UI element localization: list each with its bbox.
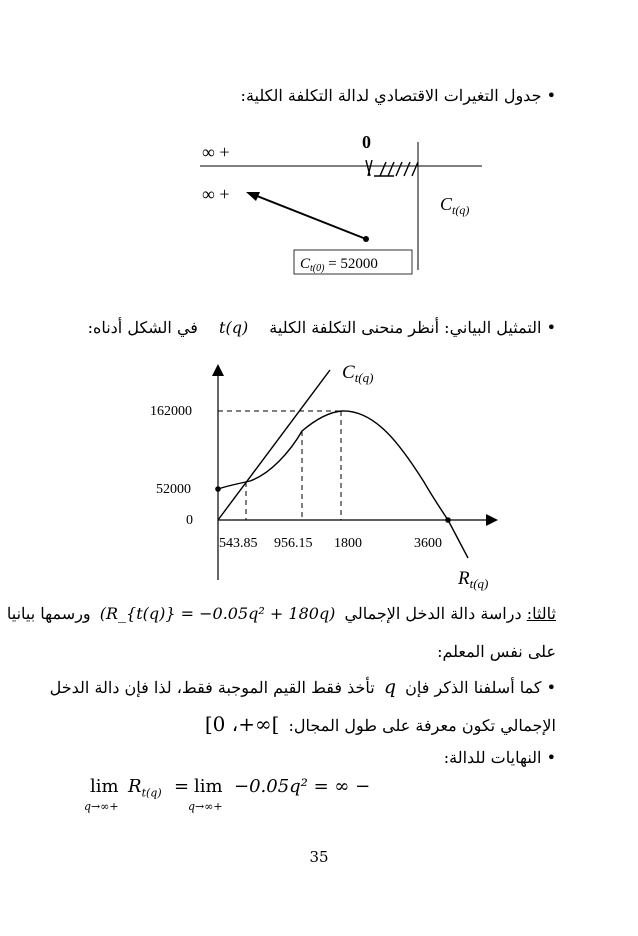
bullet: •: [546, 86, 556, 105]
section3-line1: [7, 604, 556, 623]
bullet: •: [546, 318, 556, 337]
section5-heading-line: [444, 748, 556, 767]
revenue-tail: [448, 520, 468, 558]
initial-value: $C_{t(0)} = 52000$: [300, 256, 378, 274]
bullet: •: [546, 678, 556, 697]
point-52000: [215, 486, 221, 492]
revenue-curve: [218, 411, 448, 520]
point-3600: [445, 517, 451, 523]
table-y-plus-inf: ∞ +: [202, 184, 230, 204]
arrow-head: [246, 192, 260, 201]
revenue-label: $R_{t(q)}$: [458, 568, 489, 591]
variation-table: [190, 128, 500, 278]
section4-line1: [50, 676, 556, 698]
y-tick-0: 0: [186, 513, 193, 528]
x-tick-1800: 1800: [334, 536, 362, 551]
section4-line2: [205, 712, 556, 736]
x-tick-543: 543.85: [219, 536, 258, 551]
lim-equals: =: [174, 776, 190, 797]
var-q: q: [383, 676, 396, 698]
table-row-label: $C_{t(q)}$: [440, 194, 470, 217]
cost-revenue-chart: [130, 352, 510, 592]
section3-line2-text: على نفس المعلم:: [437, 642, 556, 661]
x-tick-956: 956.15: [274, 536, 313, 551]
table-hatch: [366, 160, 418, 176]
domain-interval: [0 ،+∞[: [204, 712, 280, 736]
bullet: •: [546, 748, 556, 767]
y-tick-162000: 162000: [150, 404, 192, 419]
section3-text-end: ورسمها بيانيا: [6, 604, 91, 623]
section1-heading-line: [241, 86, 556, 105]
limit-formula: [84, 770, 444, 820]
table-x-zero: 0: [362, 132, 371, 152]
lim-sub-2: q→∞+: [188, 800, 223, 813]
section1-heading: جدول التغيرات الاقتصادي لدالة التكلفة الكلية:: [240, 86, 542, 105]
table-decreasing-arrow: [252, 194, 366, 239]
table-start-point: [363, 236, 369, 242]
section4-text-b: تأخذ فقط القيم الموجبة فقط، لذا فإن دالة الدخل: [49, 678, 375, 697]
section4-line2-text: الإجمالي تكون معرفة على طول المجال:: [288, 716, 556, 735]
cost-label: $C_{t(q)}$: [342, 362, 374, 385]
section5-heading: النهايات للدالة:: [443, 748, 542, 767]
cost-line: [218, 370, 330, 520]
section3-line2: [437, 642, 556, 661]
lim-rhs: −0.05q² = ∞ −: [234, 776, 371, 797]
x-tick-3600: 3600: [414, 536, 442, 551]
lim-word-2: lim: [194, 776, 223, 797]
section2-var: t(q): [219, 318, 249, 337]
section2-text: التمثيل البياني: أنظر منحنى التكلفة الكلية: [269, 318, 542, 337]
section3-label: ثالثا:: [526, 604, 556, 623]
section2-text-after: في الشكل أدناه:: [87, 318, 198, 337]
lim-R: $R_{t(q)}$: [128, 776, 162, 800]
lim-word-1: lim: [90, 776, 119, 797]
section3-text: دراسة دالة الدخل الإجمالي: [344, 604, 522, 623]
revenue-formula: (R_{t(q)} = −0.05q² + 180q): [99, 604, 336, 623]
table-x-plus-inf: ∞ +: [202, 142, 230, 162]
section4-text-a: كما أسلفنا الذكر فإن: [405, 678, 542, 697]
lim-sub-1: q→∞+: [84, 800, 119, 813]
section2-line: [88, 318, 556, 337]
y-tick-52000: 52000: [156, 482, 191, 497]
page-number: 35: [309, 848, 329, 866]
dashed-guides: [218, 411, 341, 520]
